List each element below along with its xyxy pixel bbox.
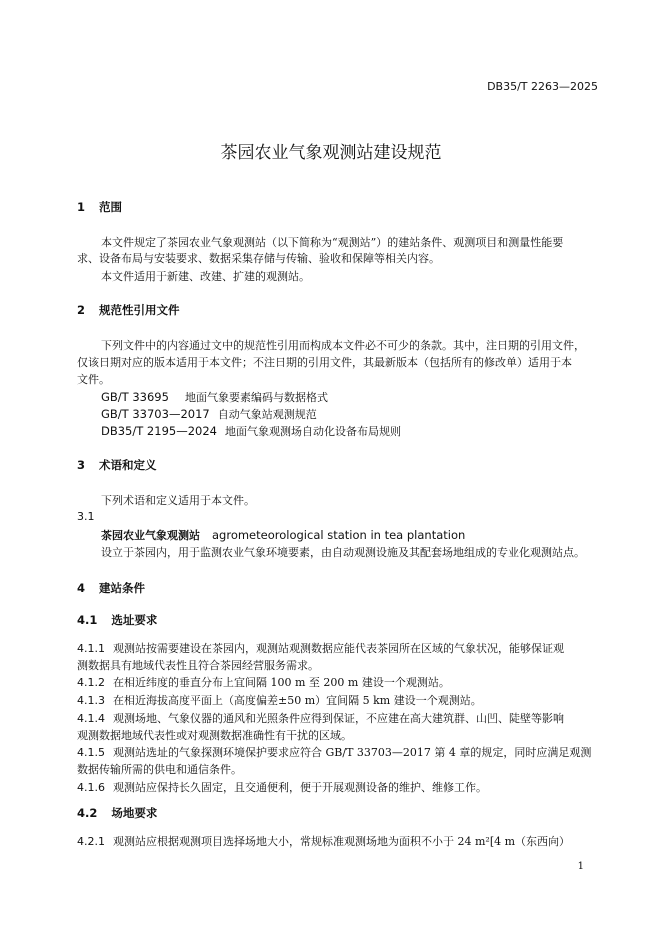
clause-continuation: 观测数据地域代表性或对观测数据准确性有干扰的区域。 bbox=[77, 729, 352, 742]
section-title: 建站条件 bbox=[99, 581, 146, 595]
clause: 4.1.1 观测站按需要建设在茶园内，观测站观测数据应能代表茶园所在区域的气象状况，能够保证观 bbox=[77, 642, 564, 655]
term-entry: 茶园农业气象观测站 agrometeorological station in tea plantation bbox=[101, 528, 466, 542]
paragraph-line: 本文件规定了茶园农业气象观测站（以下简称为“观测站”）的建站条件、观测项目和测量性能要 bbox=[101, 236, 564, 249]
clause: 4.2.1 观测站应根据观测项目选择场地大小，常规标准观测场地为面积不小于 24 m²[4 m（东西向） bbox=[77, 835, 571, 848]
subsection-title: 选址要求 bbox=[111, 613, 158, 627]
section-title: 范围 bbox=[99, 200, 123, 214]
subsection-4-2-heading bbox=[77, 805, 157, 821]
paragraph-line: 本文件适用于新建、改建、扩建的观测站。 bbox=[101, 270, 310, 283]
paragraph-line: 求、设备布局与安装要求、数据采集存储与传输、验收和保障等相关内容。 bbox=[77, 252, 440, 265]
clause: 4.1.3 在相近海拔高度平面上（高度偏差±50 m）宜间隔 5 km 建设一个观测站。 bbox=[77, 694, 482, 707]
clause: 4.1.5 观测站选址的气象探测环境保护要求应符合 GB/T 33703—2017 第 4 章的规定，同时应满足观测 bbox=[77, 746, 592, 759]
document-code: DB35/T 2263—2025 bbox=[487, 80, 598, 93]
section-number: 4 bbox=[77, 581, 86, 595]
clause-continuation: 测数据具有地域代表性且符合茶园经营服务需求。 bbox=[77, 659, 319, 672]
term-number: 3.1 bbox=[77, 510, 95, 523]
page-title: 茶园农业气象观测站建设规范 bbox=[220, 143, 442, 163]
subsection-title: 场地要求 bbox=[111, 806, 158, 820]
reference-item: GB/T 33703—2017 自动气象站观测规范 bbox=[101, 407, 317, 421]
subsection-number: 4.2 bbox=[77, 806, 98, 820]
clause: 4.1.6 观测站应保持长久固定，且交通便利，便于开展观测设备的维护、维修工作。 bbox=[77, 781, 487, 794]
term-definition: 设立于茶园内，用于监测农业气象环境要素，由自动观测设施及其配套场地组成的专业化观测站点。 bbox=[101, 546, 585, 559]
section-number: 1 bbox=[77, 200, 86, 214]
reference-item: DB35/T 2195—2024 地面气象观测场自动化设备布局规则 bbox=[101, 424, 401, 438]
section-1-heading bbox=[77, 199, 122, 215]
subsection-number: 4.1 bbox=[77, 613, 98, 627]
clause: 4.1.2 在相近纬度的垂直分布上宜间隔 100 m 至 200 m 建设一个观测站。 bbox=[77, 676, 450, 689]
paragraph-line: 仅该日期对应的版本适用于本文件；不注日期的引用文件，其最新版本（包括所有的修改单）适用于本 bbox=[77, 356, 572, 369]
section-number: 3 bbox=[77, 458, 86, 472]
page-number: 1 bbox=[577, 861, 584, 872]
clause: 4.1.4 观测场地、气象仪器的通风和光照条件应得到保证，不应建在高大建筑群、山凹、陡壁等影响 bbox=[77, 712, 564, 725]
reference-item: GB/T 33695 地面气象要素编码与数据格式 bbox=[101, 390, 328, 404]
paragraph-line: 下列文件中的内容通过文中的规范性引用而构成本文件必不可少的条款。其中，注日期的引用文件， bbox=[101, 339, 585, 352]
section-4-heading bbox=[77, 580, 145, 596]
section-3-heading bbox=[77, 457, 157, 473]
subsection-4-1-heading bbox=[77, 612, 157, 628]
section-2-heading bbox=[77, 302, 180, 318]
section-title: 规范性引用文件 bbox=[99, 303, 180, 317]
clause-continuation: 数据传输所需的供电和通信条件。 bbox=[77, 763, 242, 776]
paragraph-line: 文件。 bbox=[77, 373, 110, 386]
section-number: 2 bbox=[77, 303, 86, 317]
paragraph-line: 下列术语和定义适用于本文件。 bbox=[101, 494, 255, 507]
section-title: 术语和定义 bbox=[99, 458, 157, 472]
